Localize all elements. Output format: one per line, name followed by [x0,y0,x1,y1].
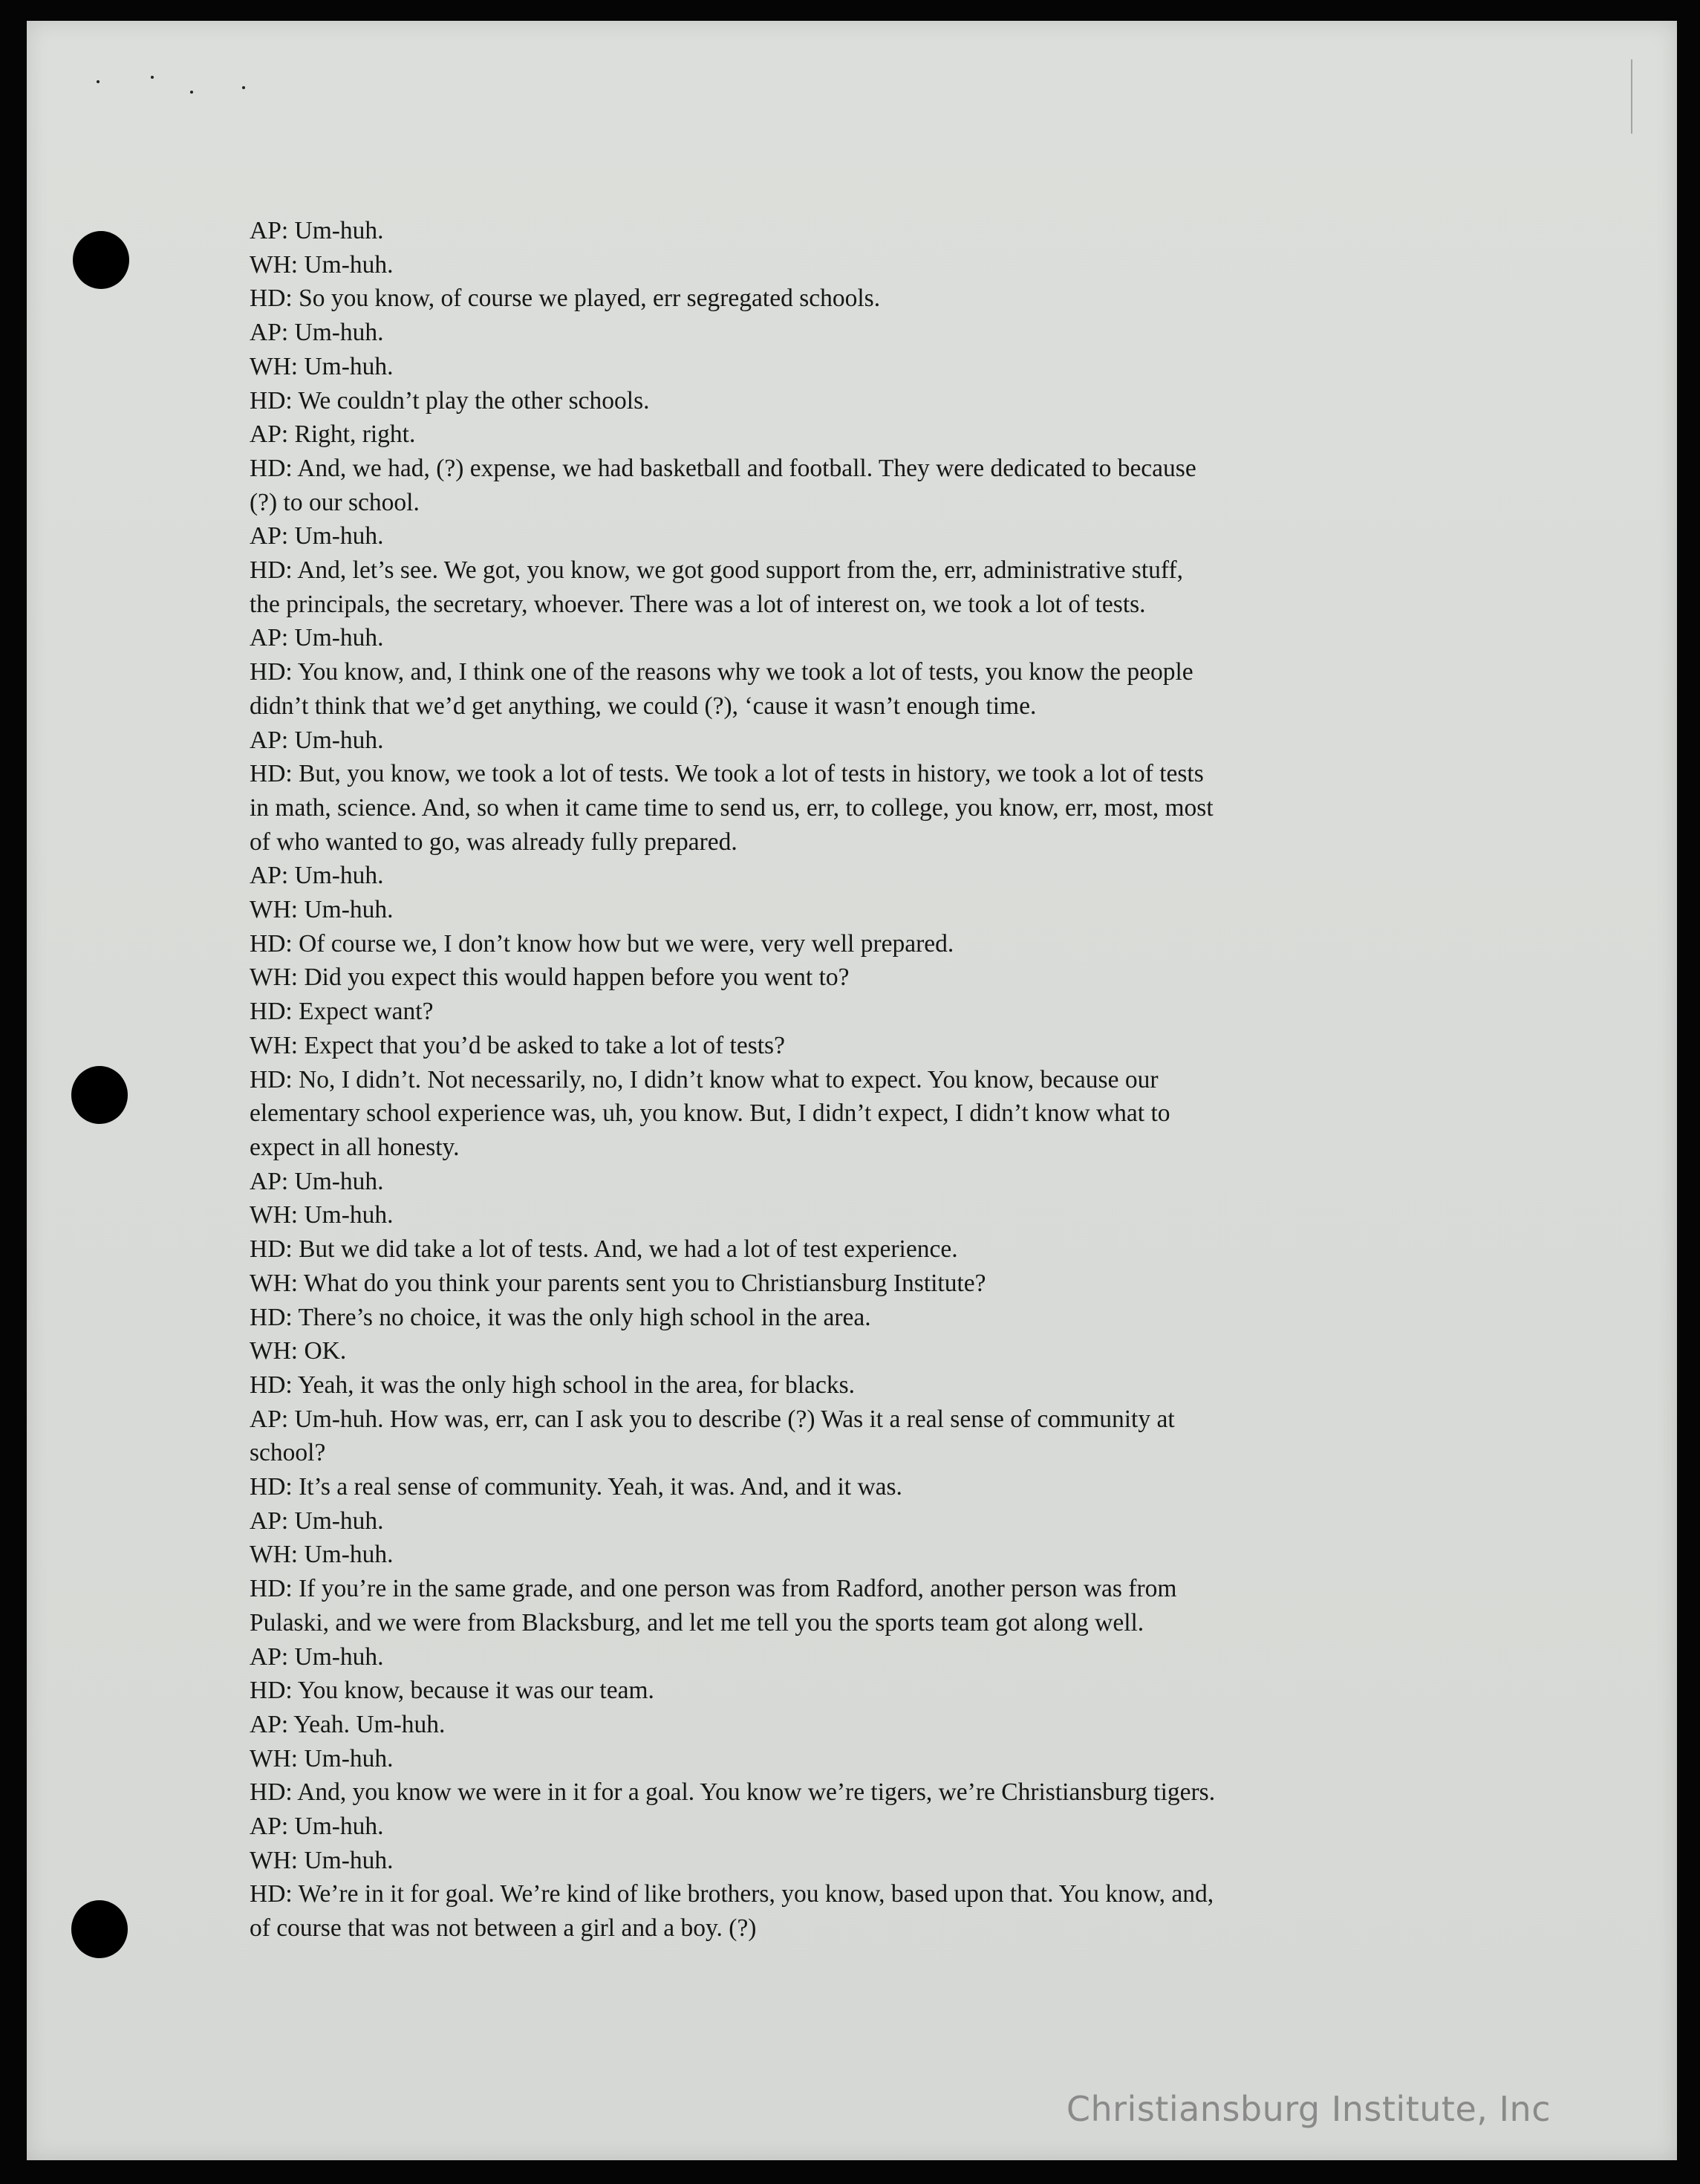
transcript-line: HD: It’s a real sense of community. Yeah, it was. And, and it was. [250,1473,902,1501]
transcript-line: elementary school experience was, uh, you know. But, I didn’t expect, I didn’t know what to [250,1099,1170,1128]
transcript-line: HD: Expect want? [250,998,434,1026]
transcript-line: AP: Um-huh. [250,522,384,550]
binder-hole-top [73,231,129,289]
transcript-line: WH: Expect that you’d be asked to take a lot of tests? [250,1031,785,1059]
transcript-line: HD: And, we had, (?) expense, we had basketball and football. They were dedicated to because [250,454,1196,482]
transcript-line: AP: Um-huh. [250,1642,384,1671]
transcript-line: didn’t think that we’d get anything, we could (?), ‘cause it wasn’t enough time. [250,692,1037,720]
paper-speck [97,80,100,83]
transcript-line: WH: Um-huh. [250,352,394,380]
transcript-line: HD: No, I didn’t. Not necessarily, no, I didn’t know what to expect. You know, because our [250,1065,1159,1093]
transcript-line: of course that was not between a girl and a boy. (?) [250,1914,757,1943]
transcript-line: AP: Um-huh. [250,319,384,347]
transcript-line: HD: But, you know, we took a lot of tests. We took a lot of tests in history, we took a lot of tests [250,760,1204,788]
document-page [27,21,1677,2160]
transcript-line: WH: Um-huh. [250,1541,394,1569]
watermark: Christiansburg Institute, Inc [1066,2089,1551,2129]
transcript-line: AP: Um-huh. [250,1507,384,1535]
transcript-line: WH: Um-huh. [250,1846,394,1874]
transcript-line: AP: Um-huh. [250,726,384,754]
paper-speck [242,86,245,89]
transcript-line: WH: What do you think your parents sent you to Christiansburg Institute? [250,1269,986,1297]
transcript-line: WH: Did you expect this would happen before you went to? [250,963,850,992]
transcript-line: HD: And, you know we were in it for a goal. You know we’re tigers, we’re Christiansburg tigers. [250,1778,1216,1807]
paper-speck [190,91,193,94]
transcript-line: WH: Um-huh. [250,1201,394,1229]
transcript-line: HD: Yeah, it was the only high school in the area, for blacks. [250,1371,856,1399]
binder-hole-middle [71,1066,128,1124]
transcript-line: HD: Of course we, I don’t know how but we were, very well prepared. [250,929,954,958]
transcript-line: WH: OK. [250,1337,347,1365]
transcript-line: AP: Um-huh. [250,862,384,890]
transcript-line: AP: Um-huh. [250,1813,384,1841]
transcript-line: of who wanted to go, was already fully prepared. [250,828,737,856]
transcript-line: AP: Um-huh. How was, err, can I ask you to describe (?) Was it a real sense of community at [250,1405,1175,1433]
transcript-line: WH: Um-huh. [250,250,394,279]
transcript-line: AP: Um-huh. [250,217,384,244]
interview-transcript [250,214,1438,1946]
transcript-line: the principals, the secretary, whoever. There was a lot of interest on, we took a lot of tests. [250,590,1146,618]
transcript-line: Pulaski, and we were from Blacksburg, and let me tell you the sports team got along well. [250,1608,1144,1637]
transcript-line: HD: We couldn’t play the other schools. [250,386,650,415]
transcript-line: HD: We’re in it for goal. We’re kind of like brothers, you know, based upon that. You know, and, [250,1880,1214,1908]
transcript-line: HD: And, let’s see. We got, you know, we got good support from the, err, administrative stuff, [250,556,1183,585]
binder-hole-bottom [71,1900,128,1958]
transcript-line: HD: You know, because it was our team. [250,1677,654,1705]
transcript-line: school? [250,1439,326,1467]
page-edge-mark [1631,59,1632,134]
transcript-line: (?) to our school. [250,488,420,516]
transcript-line: AP: Um-huh. [250,1167,384,1195]
transcript-line: AP: Right, right. [250,420,416,449]
transcript-line: HD: But we did take a lot of tests. And, we had a lot of test experience. [250,1235,958,1264]
transcript-line: AP: Um-huh. [250,624,384,652]
paper-speck [151,76,154,79]
transcript-line: HD: You know, and, I think one of the reasons why we took a lot of tests, you know the people [250,658,1193,686]
transcript-line: HD: There’s no choice, it was the only high school in the area. [250,1303,871,1331]
transcript-line: expect in all honesty. [250,1133,460,1161]
transcript-line: in math, science. And, so when it came time to send us, err, to college, you know, err, most, most [250,793,1214,822]
transcript-line: AP: Yeah. Um-huh. [250,1710,446,1738]
transcript-line: WH: Um-huh. [250,1744,394,1772]
transcript-line: HD: If you’re in the same grade, and one person was from Radford, another person was from [250,1575,1177,1603]
transcript-line: WH: Um-huh. [250,896,394,924]
transcript-line: HD: So you know, of course we played, err segregated schools. [250,285,881,313]
